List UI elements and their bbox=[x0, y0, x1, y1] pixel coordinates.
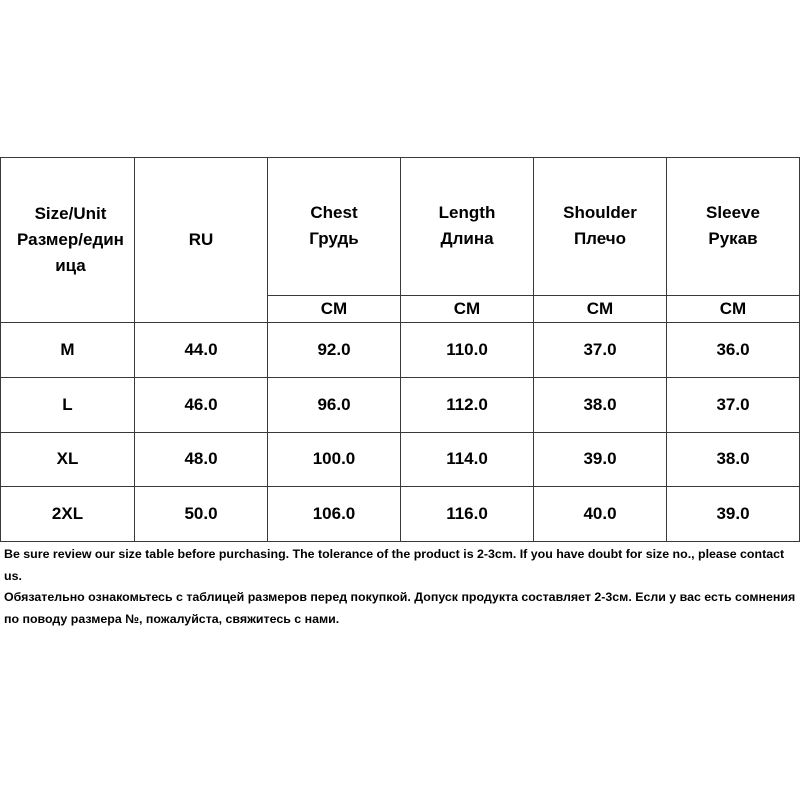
chest-header bbox=[268, 158, 401, 296]
chest-header-ru: Грудь bbox=[309, 229, 359, 248]
table-row bbox=[1, 377, 800, 432]
size-notes bbox=[4, 544, 799, 630]
chest-unit: CM bbox=[268, 295, 401, 322]
length-header-ru: Длина bbox=[440, 229, 494, 248]
length-cell: 116.0 bbox=[401, 487, 534, 542]
sleeve-cell: 39.0 bbox=[667, 487, 800, 542]
size-unit-header bbox=[1, 158, 135, 323]
sleeve-header-ru: Рукав bbox=[708, 229, 758, 248]
length-header bbox=[401, 158, 534, 296]
size-unit-header-line-1: Size/Unit bbox=[34, 204, 107, 224]
ru-cell: 46.0 bbox=[135, 377, 268, 432]
sleeve-header bbox=[667, 158, 800, 296]
shoulder-cell: 38.0 bbox=[534, 377, 667, 432]
size-table bbox=[0, 157, 800, 542]
shoulder-unit: CM bbox=[534, 295, 667, 322]
chest-cell: 106.0 bbox=[268, 487, 401, 542]
chest-cell: 96.0 bbox=[268, 377, 401, 432]
length-header-en: Length bbox=[438, 203, 496, 222]
shoulder-header-ru: Плечо bbox=[573, 229, 627, 248]
sleeve-cell: 37.0 bbox=[667, 377, 800, 432]
shoulder-cell: 40.0 bbox=[534, 487, 667, 542]
ru-cell: 48.0 bbox=[135, 432, 268, 487]
size-cell: 2XL bbox=[1, 487, 135, 542]
size-cell: M bbox=[1, 323, 135, 378]
length-cell: 112.0 bbox=[401, 377, 534, 432]
ru-header: RU bbox=[135, 158, 268, 323]
sleeve-unit: CM bbox=[667, 295, 800, 322]
header-row bbox=[1, 158, 800, 296]
length-cell: 114.0 bbox=[401, 432, 534, 487]
sleeve-header-en: Sleeve bbox=[706, 203, 760, 222]
table-row bbox=[1, 432, 800, 487]
size-cell: L bbox=[1, 377, 135, 432]
length-cell: 110.0 bbox=[401, 323, 534, 378]
ru-cell: 44.0 bbox=[135, 323, 268, 378]
size-cell: XL bbox=[1, 432, 135, 487]
chest-cell: 100.0 bbox=[268, 432, 401, 487]
shoulder-header bbox=[534, 158, 667, 296]
size-unit-header-line-3: ица bbox=[55, 256, 86, 276]
note-english: Be sure review our size table before purchasing. The tolerance of the product is 2-3cm. If you have doubt for size no., please contact us. bbox=[4, 547, 785, 583]
chest-header-en: Chest bbox=[310, 203, 358, 222]
table-row bbox=[1, 487, 800, 542]
length-unit: CM bbox=[401, 295, 534, 322]
table-row bbox=[1, 323, 800, 378]
shoulder-cell: 39.0 bbox=[534, 432, 667, 487]
sleeve-cell: 38.0 bbox=[667, 432, 800, 487]
chest-cell: 92.0 bbox=[268, 323, 401, 378]
shoulder-header-en: Shoulder bbox=[563, 203, 637, 222]
size-unit-header-line-2: Размер/един bbox=[17, 230, 124, 250]
note-russian: Обязательно ознакомьтесь с таблицей размеров перед покупкой. Допуск продукта составляет 2-3см. Если у вас есть сомнения по поводу размера №, пожалуйста, свяжитесь с нами. bbox=[4, 590, 796, 626]
shoulder-cell: 37.0 bbox=[534, 323, 667, 378]
sleeve-cell: 36.0 bbox=[667, 323, 800, 378]
ru-cell: 50.0 bbox=[135, 487, 268, 542]
